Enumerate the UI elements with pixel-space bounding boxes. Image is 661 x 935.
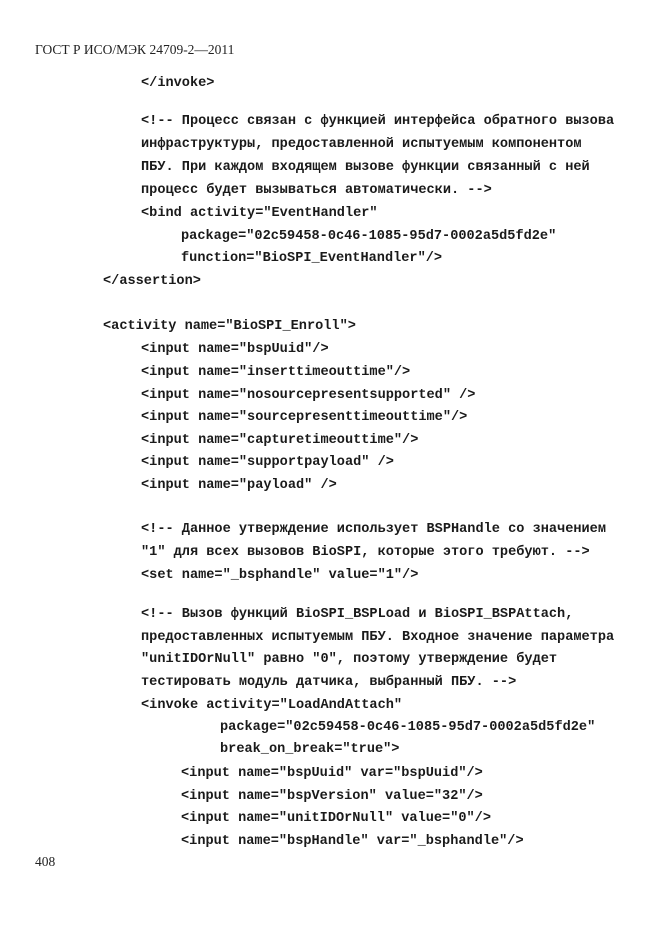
- code-line: <input name="bspVersion" value="32"/>: [181, 789, 483, 804]
- code-line: <activity name="BioSPI_Enroll">: [103, 319, 356, 334]
- code-line: <!-- Данное утверждение использует BSPHandle со значением: [141, 522, 606, 537]
- code-line: тестировать модуль датчика, выбранный ПБУ. -->: [141, 675, 517, 690]
- document-header: ГОСТ Р ИСО/МЭК 24709-2—2011: [35, 42, 235, 57]
- code-line: "1" для всех вызовов BioSPI, которые этого требуют. -->: [141, 545, 590, 560]
- code-line: <input name="inserttimeouttime"/>: [141, 365, 411, 380]
- code-line: <invoke activity="LoadAndAttach": [141, 698, 403, 713]
- code-line: "unitIDOrNull" равно "0", поэтому утверждение будет: [141, 652, 558, 667]
- code-line: <input name="nosourcepresentsupported" />: [141, 388, 476, 403]
- code-line: <set name="_bsphandle" value="1"/>: [141, 568, 419, 583]
- code-line: break_on_break="true">: [220, 742, 400, 757]
- code-line: предоставленных испытуемым ПБУ. Входное значение параметра: [141, 630, 615, 645]
- code-line: </invoke>: [141, 76, 215, 91]
- code-line: <!-- Вызов функций BioSPI_BSPLoad и BioSPI_BSPAttach,: [141, 607, 574, 622]
- code-line: function="BioSPI_EventHandler"/>: [181, 251, 443, 266]
- code-line: package="02c59458-0c46-1085-95d7-0002a5d5fd2e": [220, 720, 596, 735]
- code-line: <input name="sourcepresenttimeouttime"/>: [141, 410, 468, 425]
- page-number: 408: [35, 854, 56, 869]
- code-line: </assertion>: [103, 274, 201, 289]
- code-line: ПБУ. При каждом входящем вызове функции связанный с ней: [141, 160, 590, 175]
- code-line: <input name="supportpayload" />: [141, 455, 394, 470]
- code-line: <input name="capturetimeouttime"/>: [141, 433, 419, 448]
- code-line: <input name="bspUuid"/>: [141, 342, 329, 357]
- code-line: <input name="payload" />: [141, 478, 337, 493]
- code-line: <bind activity="EventHandler": [141, 206, 378, 221]
- code-line: <input name="unitIDOrNull" value="0"/>: [181, 811, 491, 826]
- code-line: package="02c59458-0c46-1085-95d7-0002a5d5fd2e": [181, 229, 557, 244]
- code-line: инфраструктуры, предоставленной испытуемым компонентом: [141, 137, 582, 152]
- code-line: <!-- Процесс связан с функцией интерфейса обратного вызова: [141, 114, 615, 129]
- code-line: <input name="bspUuid" var="bspUuid"/>: [181, 766, 483, 781]
- code-line: <input name="bspHandle" var="_bsphandle"/>: [181, 834, 524, 849]
- code-line: процесс будет вызываться автоматически. -->: [141, 183, 492, 198]
